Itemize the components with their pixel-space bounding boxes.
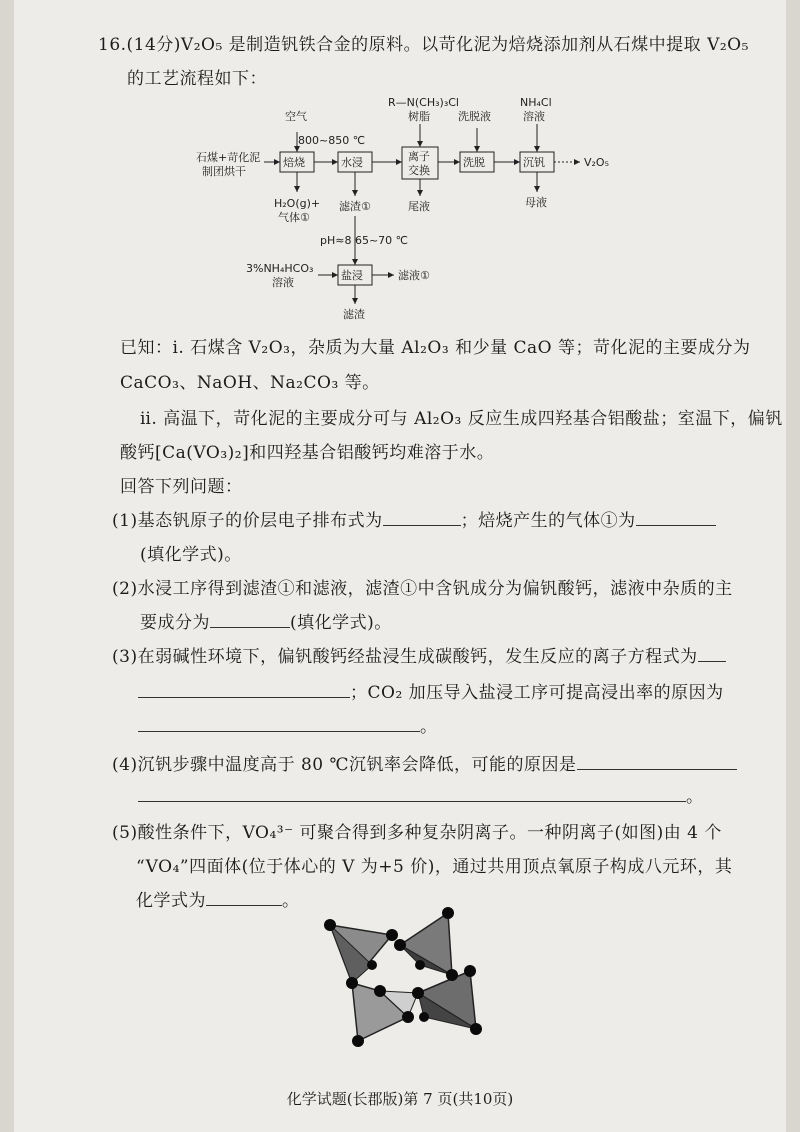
prompt: 回答下列问题： — [120, 477, 243, 497]
bicarb-label-2: 溶液 — [272, 276, 294, 289]
q5-text-c: 化学式为 — [136, 891, 206, 911]
q4-blank-b[interactable] — [138, 787, 686, 802]
tail-label: 尾液 — [408, 200, 430, 213]
q2-cont — [140, 608, 392, 633]
process-flowchart — [190, 92, 750, 332]
precip-label: 沉钒 — [523, 156, 545, 169]
question-header: 16.(14分)V₂O₅ 是制造钒铁合金的原料。以苛化泥为焙烧添加剂从石煤中提取 V₂O₅ — [98, 35, 749, 55]
q3-blank-1a[interactable] — [698, 647, 726, 662]
q3-cont-2 — [138, 712, 438, 737]
nh4cl-label-1: NH₄Cl — [520, 96, 552, 109]
salt-leach-label: 盐浸 — [341, 269, 363, 282]
page-footer: 化学试题(长郡版)第 7 页(共10页) — [286, 1090, 514, 1108]
q1-blank-2[interactable] — [636, 511, 716, 526]
q3-text-b: ；CO₂ 加压导入盐浸工序可提高浸出率的原因为 — [350, 683, 724, 703]
eluent-label: 洗脱液 — [458, 110, 491, 123]
q3-text-c: 。 — [420, 717, 438, 737]
q4-blank-a[interactable] — [577, 755, 737, 770]
q5-cont: “VO₄”四面体(位于体心的 V 为+5 价)，通过共用顶点氧原子构成八元环，其 — [136, 857, 733, 877]
water-leach-label: 水浸 — [341, 156, 363, 169]
q4-text-a: (4)沉钒步骤中温度高于 80 ℃沉钒率会降低，可能的原因是 — [112, 755, 577, 775]
q5-blank[interactable] — [206, 891, 282, 906]
q2-text-b: 要成分为 — [140, 613, 210, 633]
roast-out-2: 气体① — [278, 211, 310, 224]
feed-label: 石煤+苛化泥 — [196, 151, 261, 164]
q3-text-a: (3)在弱碱性环境下，偏钒酸钙经盐浸生成碳酸钙，发生反应的离子方程式为 — [112, 647, 698, 667]
q1-cont: (填化学式)。 — [140, 545, 242, 565]
residue-label: 滤渣 — [343, 308, 365, 321]
condition-label: pH≈8 65~70 ℃ — [320, 234, 409, 247]
q5-text-d: 。 — [282, 891, 300, 911]
ion-exchange-label-2: 交换 — [408, 164, 430, 177]
resin-label-2: 树脂 — [408, 110, 430, 123]
q3-cont — [138, 678, 724, 703]
q1-text-b: ；焙烧产生的气体①为 — [460, 511, 636, 531]
q2-line: (2)水浸工序得到滤渣①和滤液，滤渣①中含钒成分为偏钒酸钙，滤液中杂质的主 — [112, 579, 733, 599]
q1-text-a: (1)基态钒原子的价层电子排布式为 — [112, 511, 383, 531]
air-label: 空气 — [285, 110, 307, 123]
known-2a: ⅱ. 高温下，苛化泥的主要成分可与 Al₂O₃ 反应生成四羟基合铝酸盐；室温下，偏钒 — [140, 409, 783, 429]
q3-blank-2[interactable] — [138, 717, 420, 732]
elute-label: 洗脱 — [463, 156, 485, 169]
flowchart-svg — [190, 92, 750, 332]
residue1-label: 滤渣① — [339, 200, 371, 213]
mother-liquor-label: 母液 — [525, 196, 547, 209]
known-1b: CaCO₃、NaOH、Na₂CO₃ 等。 — [120, 373, 380, 393]
q1-blank-1[interactable] — [383, 511, 461, 526]
nh4cl-label-2: 溶液 — [523, 110, 545, 123]
q4-cont — [138, 782, 704, 807]
anion-structure-figure — [320, 905, 500, 1055]
q4-line — [112, 750, 737, 775]
known-2b: 酸钙[Ca(VO₃)₂]和四羟基合铝酸钙均难溶于水。 — [120, 443, 495, 463]
roast-label: 焙烧 — [283, 156, 305, 169]
filtrate-label: 滤液① — [398, 269, 430, 282]
resin-label-1: R—N(CH₃)₃Cl — [388, 96, 459, 109]
ion-exchange-label-1: 离子 — [408, 150, 430, 163]
question-header-cont: 的工艺流程如下： — [127, 69, 267, 89]
q2-blank[interactable] — [210, 613, 290, 628]
anion-svg — [320, 905, 500, 1055]
q3-line — [112, 642, 726, 667]
product-label: V₂O₅ — [584, 156, 610, 169]
q1-line — [112, 506, 716, 531]
q5-line: (5)酸性条件下，VO₄³⁻ 可聚合得到多种复杂阴离子。一种阴离子(如图)由 4 个 — [112, 823, 722, 843]
q5-cont-2 — [136, 886, 300, 911]
known-1a: 已知：ⅰ. 石煤含 V₂O₃，杂质为大量 Al₂O₃ 和少量 CaO 等；苛化泥的主要成分为 — [120, 338, 751, 358]
bicarb-label-1: 3%NH₄HCO₃ — [246, 262, 314, 275]
feed-label-2: 制团烘干 — [202, 165, 246, 178]
q2-text-c: (填化学式)。 — [290, 613, 392, 633]
temp-label: 800~850 ℃ — [298, 134, 366, 147]
roast-out-1: H₂O(g)+ — [274, 197, 321, 210]
q4-text-b: 。 — [686, 787, 704, 807]
q3-blank-1b[interactable] — [138, 683, 350, 698]
